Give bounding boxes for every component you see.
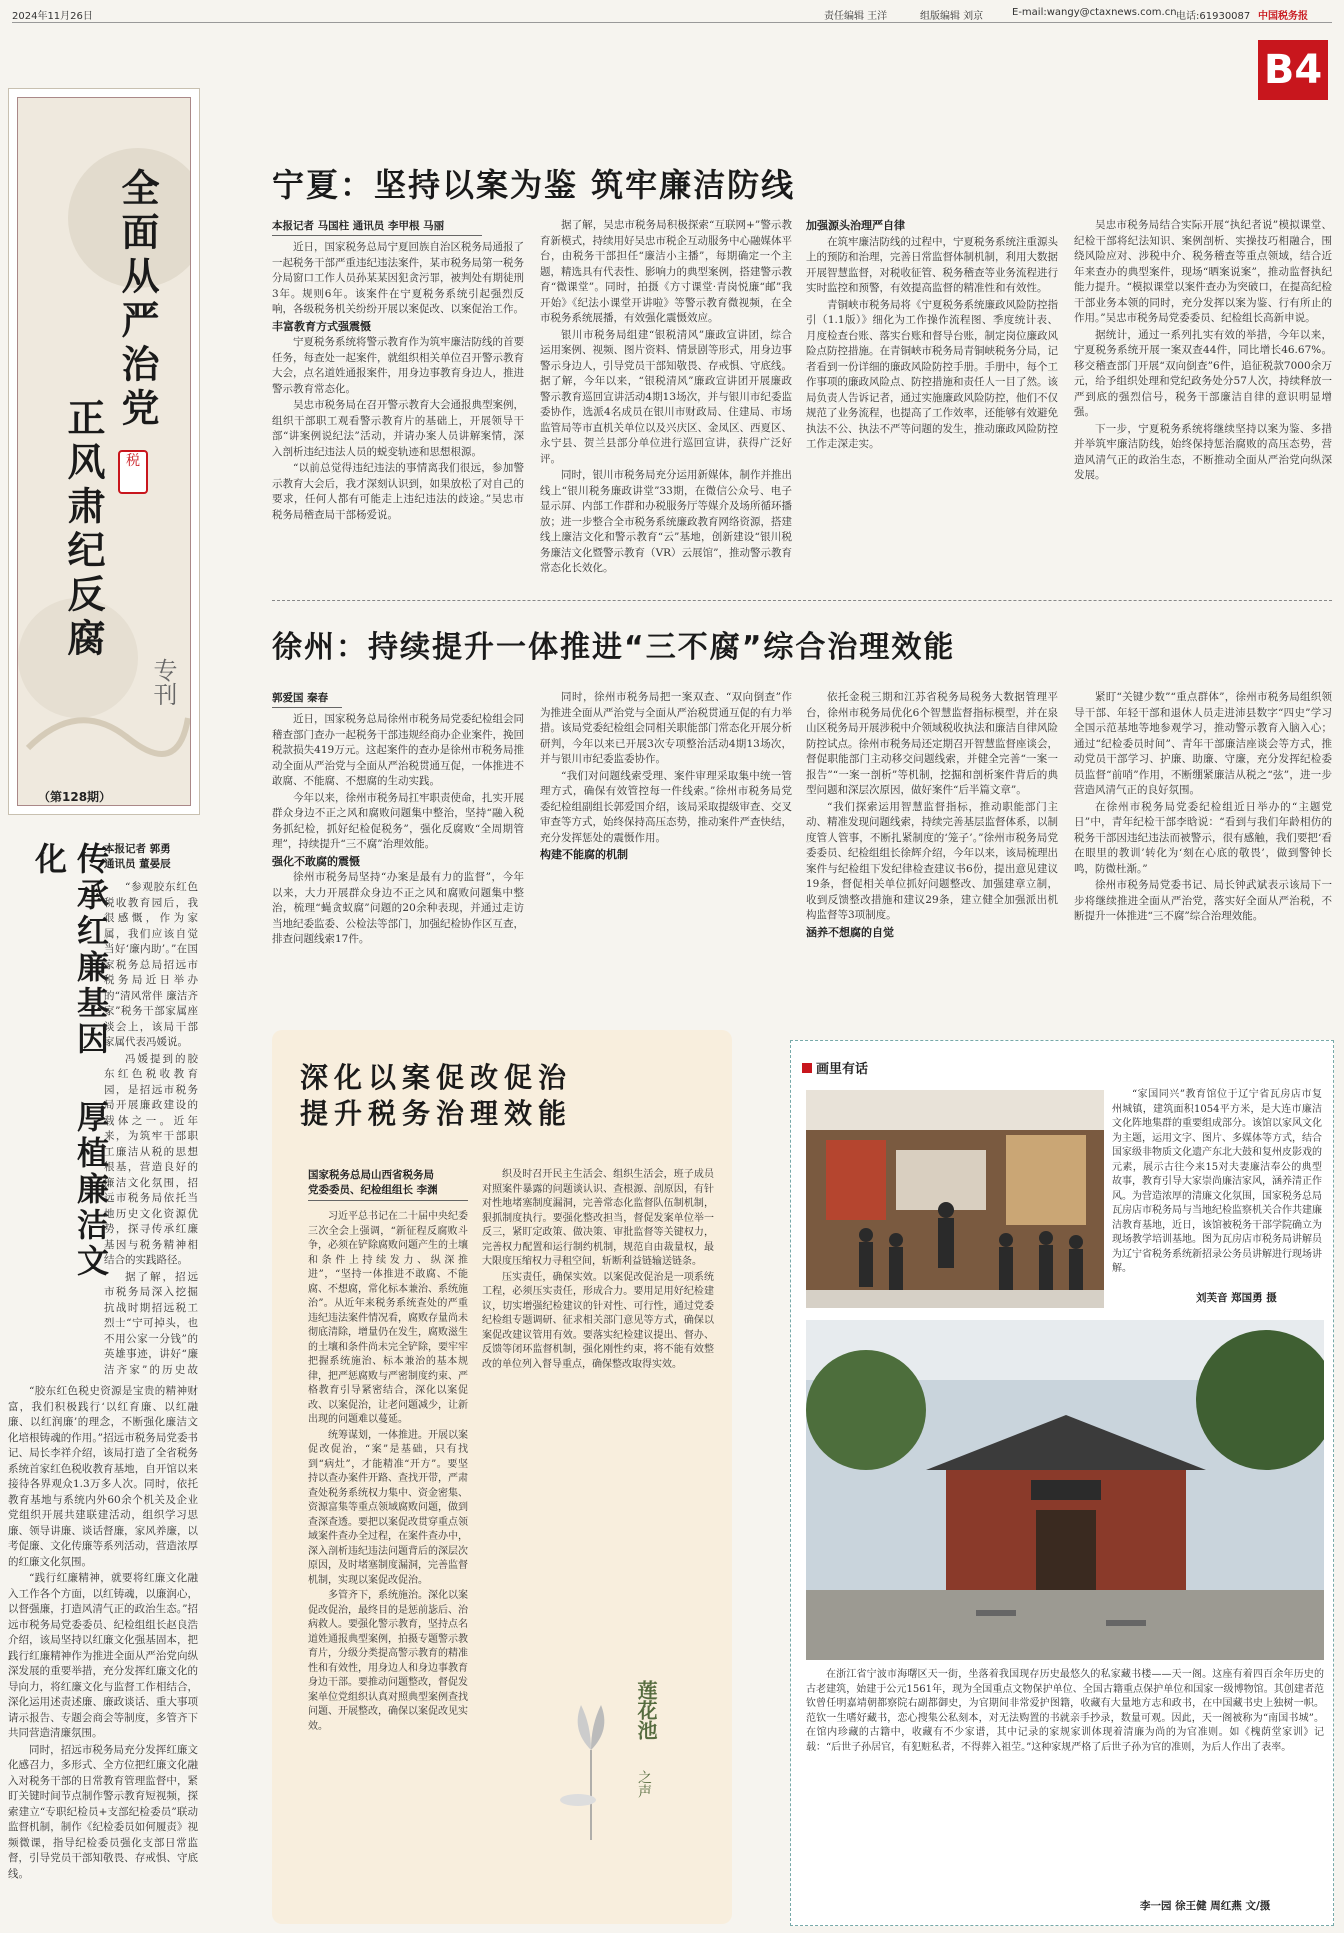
- xuzhou-paragraph: 依托金税三期和江苏省税务局税务大数据管理平台，徐州市税务局优化6个智慧监督指标模型，并在泉山区税务局开展涉税中介领域税收执法和廉洁自律风险防控试点。徐州市税务局还定期召开智慧监督座谈会，督促职能部门主动移交问题线索，并健全完善“一案一报告”“一案一剖析”等机制，挖掘和剖析案件背后的典型问题和深层次原因，做好案件“后半篇文章”。: [806, 691, 1058, 796]
- left-paragraph: 同时，招远市税务局充分发挥红廉文化感召力，多形式、全方位把红廉文化融入对税务干部的日常教育管理监督中，紧盯关键时间节点制作警示教育短视频，探索建立“专职纪检员+支部纪检委员”联动监督机制，制作《纪检委员如何履责》视频微课，指导纪检委员强化支部日常监督，引导党员干部知敬畏、存戒惧、守底线。: [8, 1743, 198, 1880]
- photo-feature-tag-label: 画里有话: [816, 1062, 869, 1077]
- page-number-badge: B4: [1258, 40, 1328, 100]
- tianyige-photo: [806, 1320, 1324, 1660]
- lotus-column-emblem: [556, 1670, 656, 1850]
- lotus-icon: [556, 1690, 626, 1840]
- editor: 责任编辑 王洋: [824, 11, 888, 22]
- photo-credit-bottom: 李一园 徐王健 周红燕 文/摄: [1140, 1900, 1271, 1912]
- ningxia-subhead: 丰富教育方式强震慑: [272, 319, 371, 333]
- xuzhou-headline: 徐州：持续提升一体推进“三不腐”综合治理效能: [272, 630, 956, 665]
- photo-feature-tag: [802, 1058, 868, 1077]
- xuzhou-col-1: [272, 712, 524, 1010]
- left-article-body-bottom: [8, 1384, 198, 1924]
- commentary-paragraph: 习近平总书记在二十届中央纪委三次全会上强调，“新征程反腐败斗争，必须在铲除腐败问题产生的土壤和条件上持续发力、纵深推进”，“坚持一体推进不敢腐、不能腐、不想腐，常化标本兼治、系统施治”。从近年来税务系统查处的严重违纪违法案件情况看，腐败存量尚未彻底清除，增量仍在发生，腐败滋生的土壤和条件尚未完全铲除，要牢牢把握系统施治、标本兼治的基本规律，把严惩腐败与严密制度约束、严格教育引导紧密结合，深化以案促改、以案促治，让老问题减少，让新出现的问题难以蔓延。: [308, 1211, 468, 1425]
- commentary-paragraph: 多管齐下，系统施治。深化以案促改促治，最终目的是惩前毖后、治病救人。要强化警示教育，坚持点名道姓通报典型案例，拍摄专题警示教育片，分级分类提高警示教育的精准性和有效性，用身边人和身边事教育身边干部。要推动问题整改，督促发案单位党组织认真对照典型案例查找问题、开展整改，确保以案促改见实效。: [308, 1590, 468, 1732]
- left-paragraph: “践行红廉精神，就要将红廉文化融入工作各个方面，以红铸魂，以廉润心，以督强廉，打造风清气正的政治生态。”招远市税务局党委委员、纪检组组长赵良浩介绍，该局坚持以红廉文化强基固本，把践行红廉精神作为推进全面从严治党向纵深发展的重要举措，充分发挥红廉文化的导向力，将红廉文化与监督工作相结合，深化运用述责述廉、廉政谈话、重大事项请示报告、专题会商会等制度，多管齐下共同营造清廉氛围。: [8, 1572, 198, 1739]
- ningxia-paragraph: 下一步，宁夏税务系统将继续坚持以案为鉴、多措并举筑牢廉洁防线，始终保持惩治腐败的高压态势，营造风清气正的政治生态，不断推动全面从严治党向纵深发展。: [1074, 422, 1332, 481]
- ningxia-col-3: [806, 218, 1058, 640]
- ningxia-col-2: [540, 218, 792, 640]
- xuzhou-col-2: [540, 690, 792, 1010]
- ningxia-paragraph: 在筑牢廉洁防线的过程中，宁夏税务系统注重源头上的预防和治理，完善日常监督体制机制，利用大数据开展智慧监督，对税收征管、税务稽查等业务流程进行实时监控和预警，有效提高监督的精准性和有效性。: [806, 235, 1058, 294]
- xuzhou-paragraph: 今年以来，徐州市税务局扛牢职责使命，扎实开展群众身边不正之风和腐败问题集中整治，坚持“融入税务抓纪检，抓好纪检促税务”，强化反腐败“全周期管理”，持续提升“三不腐”治理效能。: [272, 791, 524, 850]
- ningxia-byline: 本报记者 马国柱 通讯员 李甲根 马丽: [272, 218, 482, 236]
- xuzhou-paragraph: 徐州市税务局坚持“办案是最有力的监督”，今年以来，大力开展群众身边不正之风和腐败问题集中整治，梳理“蝇贪蚁腐”问题的20余种表现，并通过走访当地纪委监委、公检法等部门，加强纪检协作区互查，排查问题线索17件。: [272, 871, 524, 945]
- xuzhou-paragraph: 徐州市税务局党委书记、局长钟武斌表示该局下一步将继续推进全面从严治党，落实好全面从严治税，不断提升一体推进“三不腐”综合治理效能。: [1074, 879, 1332, 922]
- ningxia-paragraph: 吴忠市税务局结合实际开展“执纪者说”模拟课堂、纪检干部将纪法知识、案例剖析、实操技巧相融合，围绕风险应对、涉税中介、税务稽查等重点领域，结合近年来查办的典型案件，现场“晒案说案”，推动监督执纪能力提升。“模拟课堂以案件查办为突破口，在提高纪检干部业务本领的同时，充分发挥以案为鉴、行有所止的作用。”吴忠市税务局党委委员、纪检组长高新申说。: [1074, 219, 1332, 324]
- ningxia-subhead: 加强源头治理严自律: [806, 219, 905, 232]
- ningxia-paragraph: 近日，国家税务总局宁夏回族自治区税务局通报了一起税务干部严重违纪违法案件，某市税务局第一税务分局窗口工作人员孙某某因犯贪污罪，被判处有期徒刑3年。规则6年。该案件在宁夏税务系统引起强烈反响，各级税务机关纷纷开展以案促改、以案促治工作。: [272, 241, 524, 315]
- column-title: 莲花池: [634, 1680, 658, 1740]
- ningxia-col-1: [272, 240, 524, 640]
- commentary-byline: 国家税务总局山西省税务局 党委委员、纪检组组长 李渊: [308, 1168, 468, 1201]
- left-paragraph: “参观胶东红色税收教育园后，我很感慨，作为家属，我们应该自觉当好‘廉内助’。”在国家税务总局招远市税务局近日举办的“清风常伴 廉洁齐家”税务干部家属座谈会上，该局干部家属代表冯媛说。: [104, 881, 198, 1048]
- ningxia-paragraph: 据了解，吴忠市税务局积极探索“互联网+”警示教育新模式，持续用好吴忠市税企互动服务中心融媒体平台，由税务干部担任“廉洁小主播”，每期确定一个主题，精选具有代表性、影响力的典型案例，搭建警示教育“微课堂”。同时，拍摄《方寸课堂·青岗悦廉“邮”我开始》《纪法小课堂开讲啦》等警示教育微视频，在全市税务系统展播，有效强化震慑效应。: [540, 219, 792, 324]
- layout-editor: 组版编辑 刘京: [920, 11, 984, 22]
- photo-caption-top: [1112, 1088, 1322, 1288]
- photo-caption-bottom: [806, 1668, 1324, 1888]
- left-paragraph: 据了解，招远市税务局深入挖掘抗战时期招远税工烈士“宁可掉头，也不用公家一分钱”的英雄事迹，讲好“廉洁齐家”的历史故: [104, 1270, 198, 1376]
- xuzhou-col-4: [1074, 690, 1332, 1010]
- banner-special-label: 专刊: [149, 658, 177, 706]
- banner-title-2: 正风肃纪反腐: [61, 398, 105, 662]
- column-subtitle: 之声: [636, 1770, 652, 1798]
- ningxia-paragraph: 据统计，通过一系列扎实有效的举措，今年以来，宁夏税务系统开展一案双查44件，同比增长46.67%。移交稽查部门开展“双向倒查”6件，追征税款7000余万元，给予组织处理和党纪政务处分57人次，持续释放一严到底的强烈信号，税务干部廉洁自律的意识明显增强。: [1074, 328, 1332, 418]
- xuzhou-col-3: [806, 690, 1058, 1010]
- left-paragraph: “胶东红色税史资源是宝贵的精神财富，我们积极践行‘以红育廉、以红融廉、以红润廉’的理念，不断强化廉洁文化培根铸魂的作用。”招远市税务局党委书记、局长李祥介绍，该局打造了全省税务系统首家红色税收教育基地，自开馆以来接待各界观众1.3万多人次。同时，依托教育基地与系统内外60余个机关及企业党组织开展共建联建活动，组织学习思廉、领导讲廉、谈话督廉，家风养廉，以考促廉、文化传廉等系列活动，营造浓厚的红廉文化氛围。: [8, 1385, 198, 1568]
- ningxia-paragraph: 宁夏税务系统将警示教育作为筑牢廉洁防线的首要任务，每查处一起案件，就组织相关单位召开警示教育大会，点名道姓通报案件，用身边事教育身边人，推进警示教育常态化。: [272, 336, 524, 395]
- left-article-byline: 本报记者 郭勇 通讯员 董晏辰: [104, 843, 171, 870]
- ningxia-paragraph: 青铜峡市税务局将《宁夏税务系统廉政风险防控指引（1.1版）》细化为工作操作流程图、季度统计表、月度检查台账、落实台账和督导台账，制定岗位廉政风险点防控措施。在青铜峡市税务局青铜峡税务分局，记者看到一份详细的廉政风险防控手册。手册中，每个工作事项的廉政风险点、防控措施和责任人一目了然。该局负责人告诉记者，通过实施廉政风险防控，他们不仅规范了业务流程，也提高了工作效率，还能够有效避免执法不公、执法不严等问题的发生，推动廉政风险防控工作走深走实。: [806, 298, 1058, 450]
- newspaper-name: 中国税务报: [1258, 11, 1308, 22]
- xuzhou-paragraph: “我们对问题线索受理、案件审理采取集中统一管理方式，确保有效管控每一件线索。”徐州市税务局党委纪检组副组长郭爱国介绍，该局采取提级审查、交叉审查等方式，始终保持高压态势，推动案件严查快结，充分发挥惩处的震慑作用。: [540, 769, 792, 844]
- contact-email: E-mail:wangy@ctaxnews.com.cn: [1012, 7, 1177, 18]
- ningxia-paragraph: 银川市税务局组建“银税清风”廉政宣讲团，综合运用案例、视频、图片资料、情景剧等形式，用身边事警示身边人，引导党员干部知敬畏、存戒惧、守底线。据了解，今年以来，“银税清风”廉政宣讲团开展廉政警示教育巡回宣讲活动4期13场次，并与银川市纪委监委协作，选派4名成员在银川市财政局、住建局、市场监管局等市直机关单位以及兴庆区、金凤区、西夏区、永宁县、贺兰县部分单位进行巡回宣讲，获得广泛好评。: [540, 328, 792, 465]
- banner-issue-number: （第128期）: [38, 790, 112, 804]
- xuzhou-subhead: 构建不能腐的机制: [540, 848, 628, 861]
- commentary-paragraph: 织及时召开民主生活会、组织生活会，班子成员对照案件暴露的问题谈认识、查根源、剖原因，有针对性地堵塞制度漏洞，完善常态化监督队伍制机制，狠抓制度执行。要强化整改担当，督促发案单位举一反三，紧盯定政策、做决策、审批监督等关键权力，完善权力配置和运行制约机制，规范自由裁量权，最大限度压缩权力寻租空间，斩断利益链输送链条。: [482, 1169, 714, 1267]
- commentary-headline-line1: 深化以案促改促治: [300, 1061, 573, 1094]
- photo-credit-top: 刘芙音 郑国勇 摄: [1196, 1292, 1277, 1304]
- commentary-headline-line2: 提升税务治理效能: [300, 1097, 573, 1130]
- xuzhou-byline: 郭爱国 秦春: [272, 690, 342, 708]
- contact-phone: 电话:61930087: [1176, 11, 1251, 22]
- special-column-banner: [8, 88, 200, 815]
- xuzhou-paragraph: 紧盯“关键少数”“重点群体”，徐州市税务局组织领导干部、年轻干部和退休人员走进沛县数字“四史”学习全国示范基地等地参观学习，推动警示教育入脑入心；通过“纪检委员时间”、青年干部廉洁座谈会等方式，推动党员干部学习、护廉、助廉、守廉，充分发挥纪检委员监督“前哨”作用，不断绷紧廉洁从税之“弦”，进一步营造风清气正的良好氛围。: [1074, 691, 1332, 796]
- xuzhou-subhead: 强化不敢腐的震慑: [272, 854, 360, 868]
- ningxia-paragraph: 同时，银川市税务局充分运用新媒体，制作并推出线上“银川税务廉政讲堂”33期，在微信公众号、电子显示屏、内部工作群和办税服务厅等媒介及场所循环播放；进一步整合全市税务系统廉政教育网络资源，搭建线上廉洁文化和警示教育“云”基地，创新建设“银川税务廉洁文化暨警示教育（VR）云展馆”，推动警示教育常态化长效化。: [540, 469, 792, 574]
- xuzhou-paragraph: “我们探索运用智慧监督指标，推动职能部门主动、精准发现问题线索，持续完善基层监督体系，以制度管人管事，不断扎紧制度的‘笼子’。”徐州市税务局党委委员、纪检组组长徐辉介绍，今年以来，该局梳理出案件与纪检组下发纪律检查建议书6份，提出意见建议19条，督促相关单位抓好问题整改、加强建章立制，收到反馈整改措施和建议29条，建立健全加强派出机构监督等3项制度。: [806, 800, 1058, 921]
- commentary-paragraph: 压实责任，确保实效。以案促改促治是一项系统工程，必须压实责任，形成合力。要用足用好纪检建议，切实增强纪检建议的针对性、可行性，通过党委纪检组专题调研、征求相关部门意见等方式，确保以案促改建议管用有效。要落实纪检建议提出、督办、反馈等闭环监督机制，强化刚性约束，将不能有效整改的单位列入督导重点，确保整改取得实效。: [482, 1271, 714, 1370]
- photo-caption-text: “家国同兴”教育馆位于辽宁省瓦房店市复州城镇，建筑面积1054平方米，是大连市廉洁文化阵地集群的重要组成部分。该馆以家风文化为主题，运用文字、图片、多媒体等方式，结合国家级非物质文化遗产东北大鼓和复州皮影戏的元素，展示古往今来15对夫妻廉洁奉公的典型故事，教育引导大家崇尚廉洁家风，涵养清正作风。为营造浓厚的清廉文化氛围，国家税务总局瓦房店市税务局与当地纪检监察机关合作共建廉洁教育基地，近日，该馆被税务干部学院确立为现场教学培训基地。图为瓦房店市税务局讲解员为辽宁省税务系统新招录公务员讲解进行现场讲解。: [1112, 1089, 1322, 1274]
- issue-date: 2024年11月26日: [12, 11, 93, 22]
- ningxia-headline: 宁夏：坚持以案为鉴 筑牢廉洁防线: [272, 166, 796, 204]
- commentary-col-2: [482, 1168, 714, 1648]
- left-article-body-top: [104, 880, 198, 1378]
- ningxia-col-4: [1074, 218, 1332, 640]
- commentary-paragraph: 统筹谋划，一体推进。开展以案促改促治，“案”是基础，只有找到“病灶”，才能精准“开方”。要坚持以查办案件开路、查找开带，严肃查处税务系统权力集中、资金密集、资源富集等重点领域腐败问题，做到查深查透。要把以案促改贯穿重点领域案件查办全过程，在案件查办中，深入剖析违纪违法问题背后的深层次原因，及时堵塞制度漏洞，完善监督机制，实现以案促改促治。: [308, 1429, 468, 1586]
- commentary-col-1: [308, 1210, 468, 1910]
- ningxia-paragraph: “以前总觉得违纪违法的事情离我们很远，参加警示教育大会后，我才深刻认识到，如果放松了对自己的要求，任何人都有可能走上违纪违法的歧途。”吴忠市税务局稽查局干部杨爱说。: [272, 462, 524, 521]
- left-article-headline: 传承红廉基因 厚植廉洁文化: [30, 842, 110, 1280]
- xuzhou-paragraph: 近日，国家税务总局徐州市税务局党委纪检组会同稽查部门查办一起税务干部违规经商办企业案件，挽回税款损失419万元。这起案件的查办是徐州市税务局推动全面从严治党与全面从严治税贯通互促，一体推进不敢腐、不能腐、不想腐的生动实践。: [272, 713, 524, 787]
- page-header: [12, 6, 1332, 23]
- commentary-headline: [300, 1060, 572, 1132]
- ningxia-paragraph: 吴忠市税务局在召开警示教育大会通报典型案例，组织干部职工观看警示教育片的基础上，开展领导干部“讲案例说纪法”活动，并请办案人员讲解案情，深入剖析违纪违法人员的蜕变轨迹和思想根源。: [272, 399, 524, 458]
- xuzhou-paragraph: 在徐州市税务局党委纪检组近日举办的“主题党日”中，青年纪检干部李晗说：“看到与我们年龄相仿的税务干部因违纪违法而被警示，很有感触，我们要把‘看在眼里的教训’转化为‘刻在心底的敬畏’，做到警钟长鸣，防微杜渐。”: [1074, 800, 1332, 875]
- tax-seal-icon: 税: [118, 450, 148, 494]
- tag-square-icon: [802, 1063, 812, 1073]
- exhibition-photo: [806, 1090, 1104, 1308]
- xuzhou-subhead: 涵养不想腐的自觉: [806, 925, 894, 939]
- left-paragraph: 冯媛提到的胶东红色税收教育园，是招远市税务局开展廉政建设的载体之一。近年来，为筑牢干部职工廉洁从税的思想根基，营造良好的廉洁文化氛围，招远市税务局依托当地历史文化资源优势，探寻传承红廉基因与税务精神相结合的实践路径。: [104, 1052, 198, 1266]
- photo-caption-text: 在浙江省宁波市海曙区天一街，坐落着我国现存历史最悠久的私家藏书楼——天一阁。这座有着四百余年历史的古老建筑，始建于公元1561年，现为全国重点文物保护单位、全国古籍重点保护单位和国家一级博物馆。其创建者范钦曾任明嘉靖朝都察院右副都御史，为官期间非常爱护图籍，收藏有大量地方志和政书，在中国藏书史上独树一帜。范钦一生嗜好藏书，恋心搜集公私刻本，对无法购置的书就亲手抄录，数量可观。因此，天一阁被称为“南国书城”。在馆内珍藏的古籍中，收藏有不少家谱，其中记录的家规家训体现着清廉为尚的为官准则。如《槐荫堂家训》记载：“后世子孙居官，有犯赃私者，不得葬入祖茔。”这种家规严格了后世子孙为官的准则，为后人作出了表率。: [806, 1669, 1324, 1753]
- section-divider: [272, 600, 1332, 601]
- banner-title-1: 全面从严治党: [115, 168, 159, 432]
- xuzhou-paragraph: 同时，徐州市税务局把一案双查、“双向倒查”作为推进全面从严治党与全面从严治税贯通互促的有力举措。该局党委纪检组会同相关职能部门常态化开展分析研判，今年以来已开展3次专项整治活动4期13场次，并与银川市纪委监委协作。: [540, 691, 792, 765]
